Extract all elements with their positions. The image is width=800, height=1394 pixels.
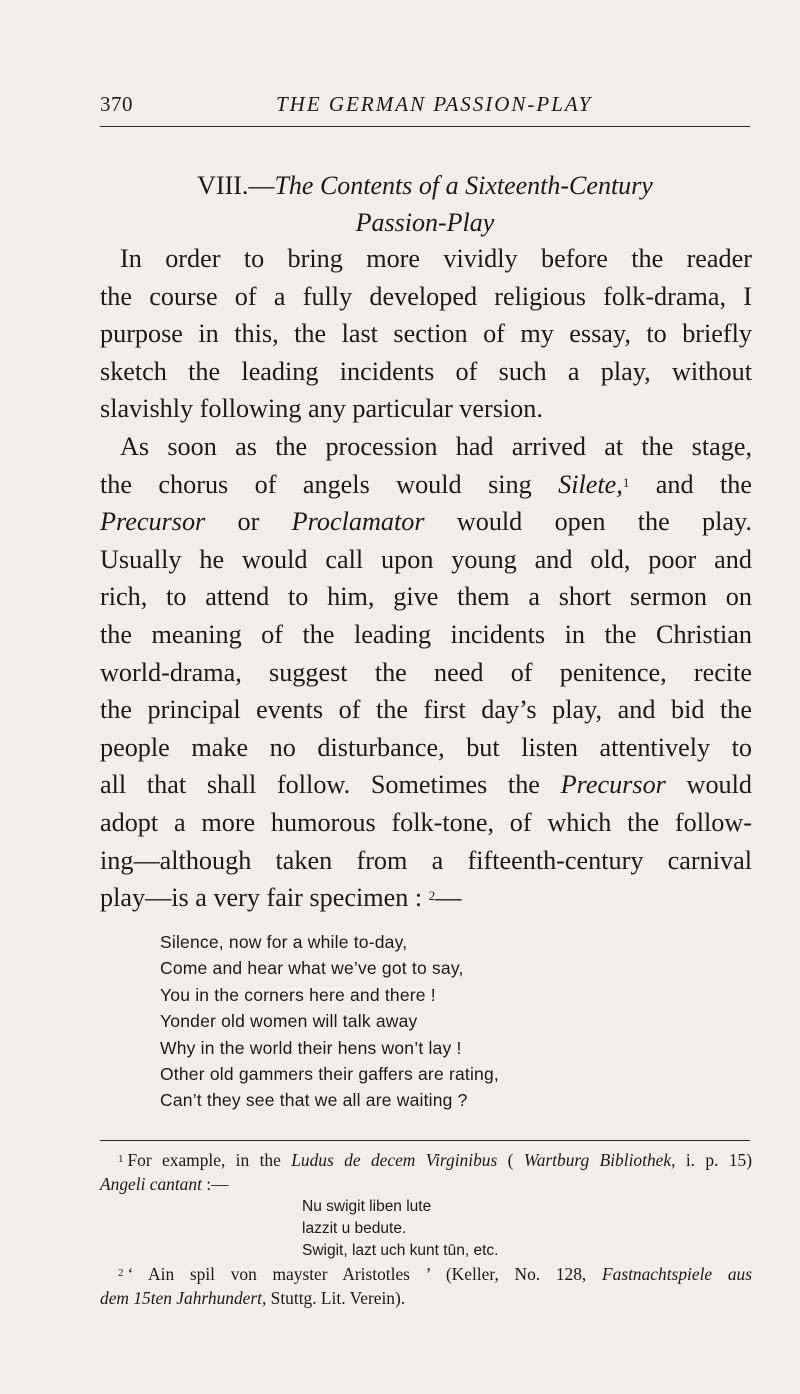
- footnote-ref-1: 1: [622, 474, 630, 490]
- running-title: THE GERMAN PASSION-PLAY: [276, 92, 593, 116]
- text-line: ing—although taken from a fifteenth-century carnival: [100, 845, 752, 875]
- paragraph-2: [100, 428, 752, 917]
- text-line: As soon as the procession had arrived at the stage,: [120, 431, 752, 461]
- text-run: play—is a very fair specimen :: [100, 883, 429, 913]
- text-line: sketch the leading incidents of such a play, without: [100, 356, 752, 386]
- verse-line: Why in the world their hens won’t lay !: [160, 1037, 462, 1058]
- footnote-mark: 1: [118, 1153, 124, 1165]
- text-run: i. p. 15): [675, 1150, 753, 1170]
- source-title: Wartburg Bibliothek,: [523, 1150, 676, 1170]
- page-number: 370: [100, 92, 133, 116]
- body-text: [100, 240, 752, 917]
- text-run: and the: [629, 469, 752, 499]
- text-run: ‘ Ain spil von mayster Aristotles ’ (Keller, No. 128,: [127, 1264, 602, 1284]
- work-title: Ludus de decem Virginibus: [291, 1150, 498, 1170]
- footnote-verse-line: Nu swigit liben lute: [302, 1198, 432, 1215]
- source-title: Fastnachtspiele aus: [602, 1264, 752, 1284]
- text-run: all that shall follow. Sometimes the: [100, 770, 561, 800]
- section-number: VIII.—: [197, 171, 275, 200]
- text-line: world-drama, suggest the need of penitence, recite: [100, 657, 752, 687]
- footnote-verse-line: Swigit, lazt uch kunt tūn, etc.: [302, 1242, 499, 1259]
- text-line: In order to bring more vividly before the reader: [120, 244, 752, 273]
- text-run: (: [497, 1150, 524, 1170]
- footnotes: [100, 1148, 752, 1310]
- text-run: :—: [201, 1174, 229, 1194]
- text-run: For example, in the: [127, 1150, 292, 1170]
- term-proclamator: Proclamator: [291, 507, 425, 537]
- text-run: or: [205, 507, 292, 537]
- verse-line: Can’t they see that we all are waiting ?: [160, 1090, 468, 1111]
- footnote-1-cont: [100, 1172, 752, 1196]
- term-precursor: Precursor: [100, 507, 206, 537]
- text-line: purpose in this, the last section of my essay, to briefly: [100, 319, 752, 349]
- term-precursor: Precursor: [560, 770, 666, 800]
- text-run: would: [665, 770, 753, 800]
- header-rule: [100, 126, 750, 127]
- footnote-mark: 2: [118, 1267, 124, 1279]
- text-run: Stuttg. Lit. Verein).: [266, 1288, 406, 1308]
- footnote-ref-2: 2: [428, 888, 436, 904]
- footnote-2-cont: [100, 1286, 752, 1310]
- running-head: [100, 92, 750, 122]
- text-line: [100, 766, 752, 804]
- section-heading-line1: [100, 167, 750, 204]
- text-run: —: [435, 883, 462, 913]
- footnote-2: [100, 1262, 752, 1286]
- source-title: dem 15ten Jahrhundert,: [100, 1288, 267, 1308]
- verse-quotation: [160, 929, 720, 1114]
- text-line: [100, 503, 752, 541]
- verse-line: Other old gammers their gaffers are rating,: [160, 1064, 499, 1085]
- verse-line: You in the corners here and there !: [160, 984, 436, 1005]
- term-silete: Silete,: [558, 469, 623, 499]
- section-title-part1: The Contents of a Sixteenth-Century: [274, 171, 653, 200]
- text-line: rich, to attend to him, give them a short sermon on: [100, 582, 752, 612]
- footnote-verse-line: lazzit u bedute.: [302, 1220, 407, 1237]
- text-line: the meaning of the leading incidents in the Christian: [100, 619, 752, 649]
- text-line: [100, 879, 752, 917]
- stage-direction: Angeli cantant: [100, 1174, 202, 1194]
- section-heading: [100, 167, 750, 241]
- paragraph-1: [100, 240, 752, 428]
- text-line: people make no disturbance, but listen attentively to: [100, 732, 752, 762]
- footnote-rule: [100, 1140, 750, 1141]
- text-line: [100, 466, 752, 504]
- text-line: the course of a fully developed religious folk-drama, I: [100, 281, 752, 311]
- text-line: slavishly following any particular version.: [100, 394, 543, 424]
- verse-line: Come and hear what we’ve got to say,: [160, 958, 464, 979]
- verse-line: Silence, now for a while to-day,: [160, 932, 408, 952]
- verse-line: Yonder old women will talk away: [160, 1011, 418, 1032]
- text-run: the chorus of angels would sing: [100, 469, 559, 499]
- text-line: the principal events of the first day’s play, and bid the: [100, 695, 752, 725]
- text-run: would open the play.: [424, 507, 752, 537]
- section-title-part2: Passion-Play: [355, 208, 495, 237]
- text-line: adopt a more humorous folk-tone, of which the follow-: [100, 807, 752, 837]
- text-line: Usually he would call upon young and old, poor and: [100, 544, 752, 574]
- footnote-1: [100, 1148, 752, 1172]
